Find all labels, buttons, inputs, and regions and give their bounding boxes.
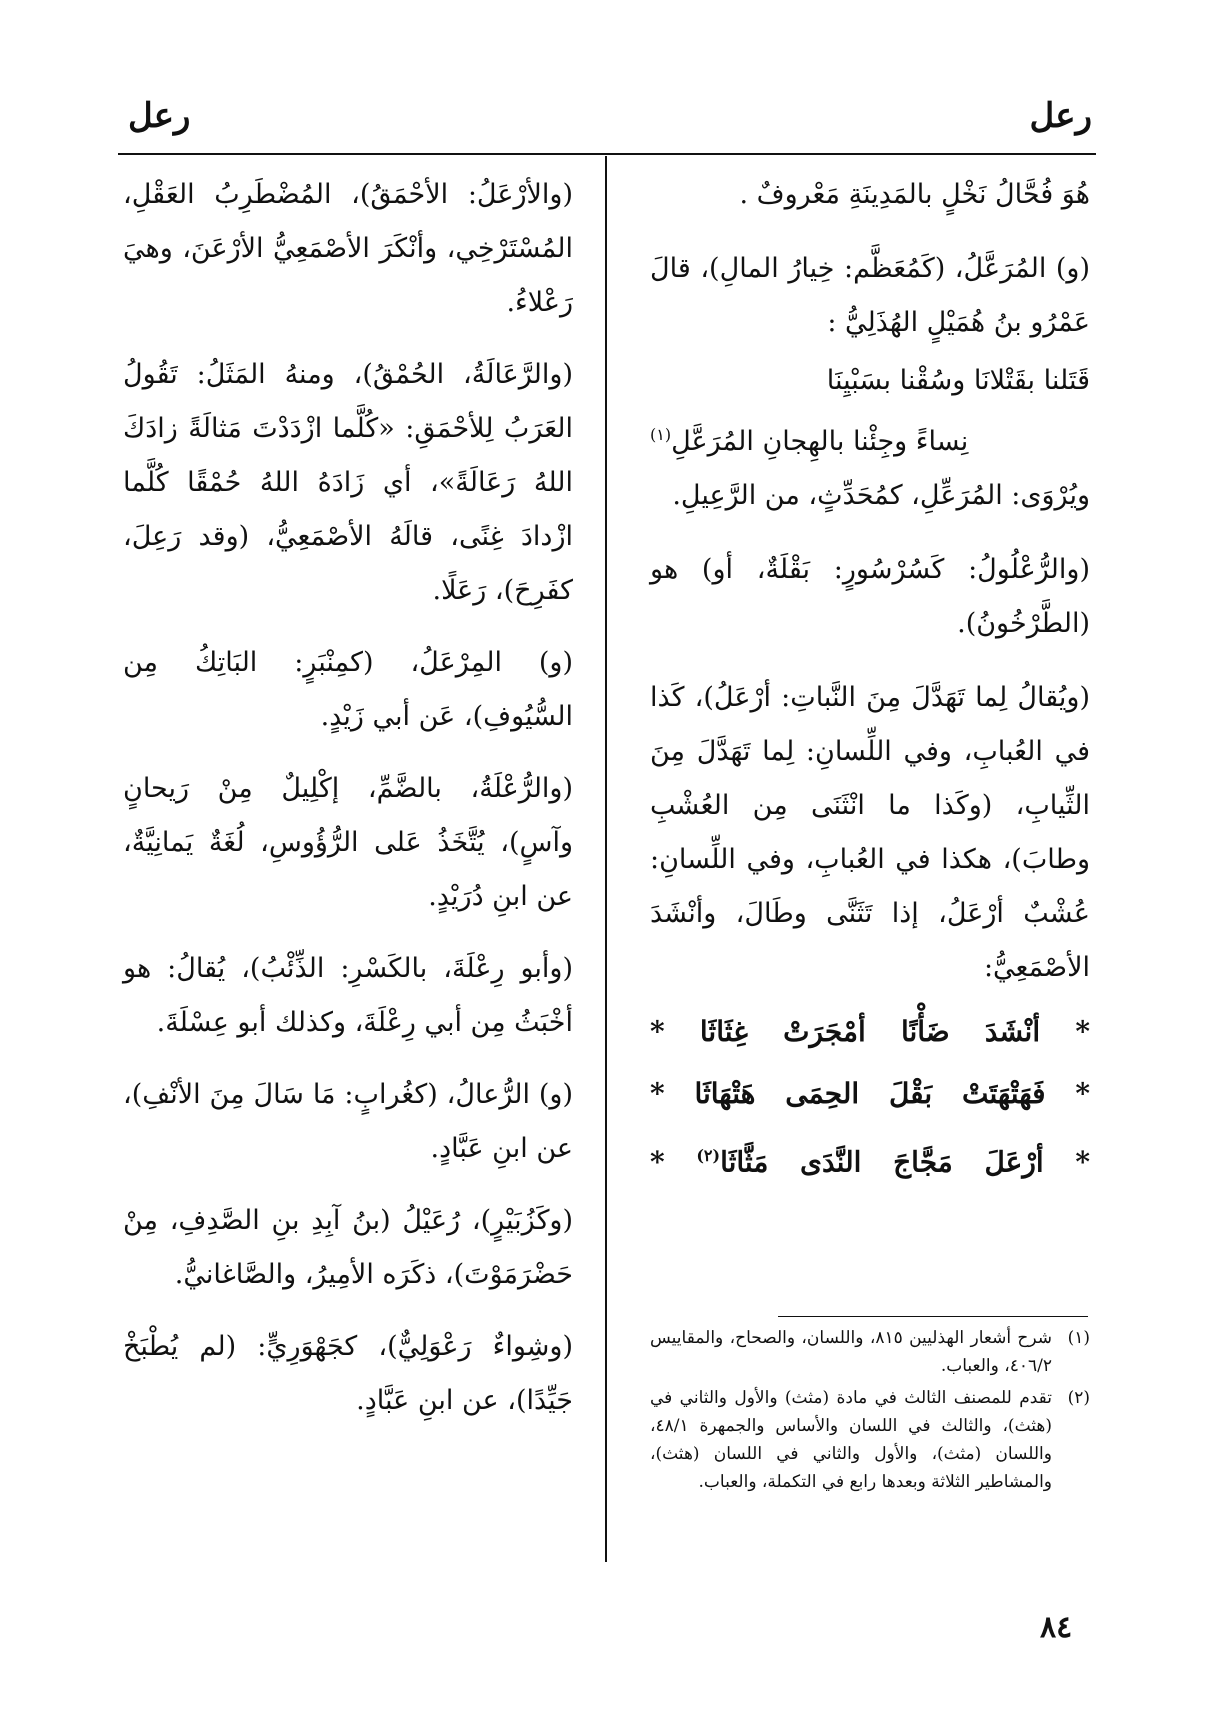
- entry-paragraph: (والرُّعْلُولُ: كَسُرْسُورٍ: بَقْلَةٌ، أو) هو (الطَّرْخُونُ).: [650, 554, 1090, 639]
- rajaz-verse-end: *: [650, 1145, 697, 1179]
- entry-paragraph: ويُرْوَى: المُرَعِّلِ، كمُحَدِّثٍ، من الرَّعِيلِ.: [672, 480, 1090, 511]
- footnote: [650, 1324, 1090, 1380]
- entry-paragraph: (وكَزُبَيْرٍ)، رُعَيْلُ (بنُ آبِدِ بنِ الصَّدِفِ، مِنْ حَضْرَمَوْتَ)، ذكَرَه الأمِيرُ، والصَّاغانيُّ.: [123, 1205, 573, 1290]
- right-column: [650, 168, 1090, 1193]
- entry-paragraph: (ويُقالُ لِما تَهَدَّلَ مِنَ النَّباتِ: أرْعَلُ)، كَذا في العُبابِ، وفي اللِّسانِ: لِما تَهَدَّلَ مِنَ الثِّيابِ، (وكَذا ما انْثَنَى مِن العُشْبِ وطابَ)، هكذا في العُبابِ، وفي اللِّسانِ: عُشْبٌ أرْعَلُ، إذا تَثَنَّى وطَالَ، وأنْشَدَ الأصْمَعِيُّ:: [650, 682, 1090, 983]
- poem-verse-text: نِساءً وجِئْنا بالهِجانِ المُرَعَّلِ: [671, 426, 969, 457]
- entry-paragraph: هُوَ فُحَّالُ نَخْلٍ بالمَدِينَةِ مَعْروفٌ .: [739, 179, 1090, 210]
- rajaz-verse: [650, 1125, 1090, 1193]
- entry-paragraph: (والرُّعْلَةُ، بالضَّمِّ، إكْلِيلٌ مِنْ رَيحانٍ وآسٍ)، يُتَّخَذُ عَلى الرُّؤُوسِ، لُغَةٌ يَمانِيَّةٌ، عن ابنِ دُرَيْدٍ.: [123, 773, 573, 912]
- column-divider: [605, 156, 607, 1562]
- entry-paragraph: (و) الرُّعالُ، (كغُرابٍ: مَا سَالَ مِنَ الأنْفِ)، عن ابنِ عَبَّادٍ.: [123, 1079, 573, 1164]
- poem-verse: قَتَلنا بقَتْلانَا وسُقْنا بسَبْيِنَا: [826, 365, 1090, 396]
- footnote-text: تقدم للمصنف الثالث في مادة (مثث) والأول والثاني في (هثث)، والثالث في اللسان والأساس والجمهرة ٤٨/١، واللسان (مثث)، والأول والثاني في اللسان (هثث)، والمشاطير الثلاثة وبعدها رابع في التكملة، والعباب.: [650, 1388, 1052, 1492]
- rajaz-verse: * أنْشَدَ ضَأْنًا أمْجَرَتْ غِثَاثَا *: [650, 1015, 1090, 1048]
- entry-paragraph: (و) المُرَعَّلُ، (كَمُعَظَّم: خِيارُ المالِ)، قالَ عَمْرُو بنُ هُمَيْلٍ الهُذَلِيُّ :: [650, 253, 1090, 338]
- footnote-rule: [778, 1316, 1088, 1317]
- entry-paragraph: (و) المِرْعَلُ، (كمِنْبَرٍ: البَاتِكُ مِن السُّيُوفِ)، عَن أبي زَيْدٍ.: [123, 647, 573, 732]
- rajaz-verse: * فَهَتْهَتَتْ بَقْلَ الحِمَى هَتْهَاثَا *: [650, 1077, 1090, 1110]
- footnote-number: (١): [1067, 1328, 1090, 1348]
- footnote-ref: (١): [650, 425, 672, 444]
- footnote: [650, 1384, 1090, 1496]
- entry-paragraph: (والأرْعَلُ: الأحْمَقُ)، المُضْطَرِبُ العَقْلِ، المُسْتَرْخِي، وأنْكَرَ الأصْمَعِيُّ الأرْعَنَ، وهيَ رَعْلاءُ.: [123, 179, 573, 318]
- footnote-text: شرح أشعار الهذليين ٨١٥، واللسان، والصحاح، والمقاييس ٤٠٦/٢، والعباب.: [650, 1328, 1052, 1376]
- rajaz-verse-text: * أرْعَلَ مَجَّاجَ النَّدَى مَثَّاثَا: [720, 1145, 1091, 1179]
- footnote-number: (٢): [1067, 1388, 1090, 1408]
- footnote-ref: (٢): [696, 1146, 721, 1165]
- header-root-word-right: رعل: [1029, 96, 1092, 136]
- poem-verse: [650, 408, 1090, 469]
- entry-paragraph: (وشِواءٌ رَعْوَلِيٌّ)، كجَهْوَرِيٍّ: (لم يُطْبَخْ جَيِّدًا)، عن ابنِ عَبَّادٍ.: [123, 1331, 573, 1416]
- header-root-word-left: رعل: [128, 96, 191, 136]
- header-rule: [118, 153, 1096, 155]
- entry-paragraph: (وأبو رِعْلَةَ، بالكَسْرِ: الذِّئْبُ)، يُقالُ: هو أخْبَثُ مِن أبي رِعْلَةَ، وكذلك أبو عِسْلَةَ.: [123, 953, 573, 1038]
- footnotes: [650, 1324, 1090, 1500]
- left-column: [123, 168, 573, 1446]
- page-number: ٨٤: [1040, 1610, 1073, 1645]
- entry-paragraph: (والرَّعَالَةُ، الحُمْقُ)، ومنهُ المَثَلُ: تَقُولُ العَرَبُ لِلأحْمَقِ: «كُلَّما ازْدَدْتَ مَثالَةً زادَكَ اللهُ رَعَالَةً»، أي زَادَهُ اللهُ حُمْقًا كُلَّما ازْدادَ غِنًى، قالَهُ الأصْمَعِيُّ، (وقد رَعِلَ، كفَرِحَ)، رَعَلًا.: [123, 359, 573, 606]
